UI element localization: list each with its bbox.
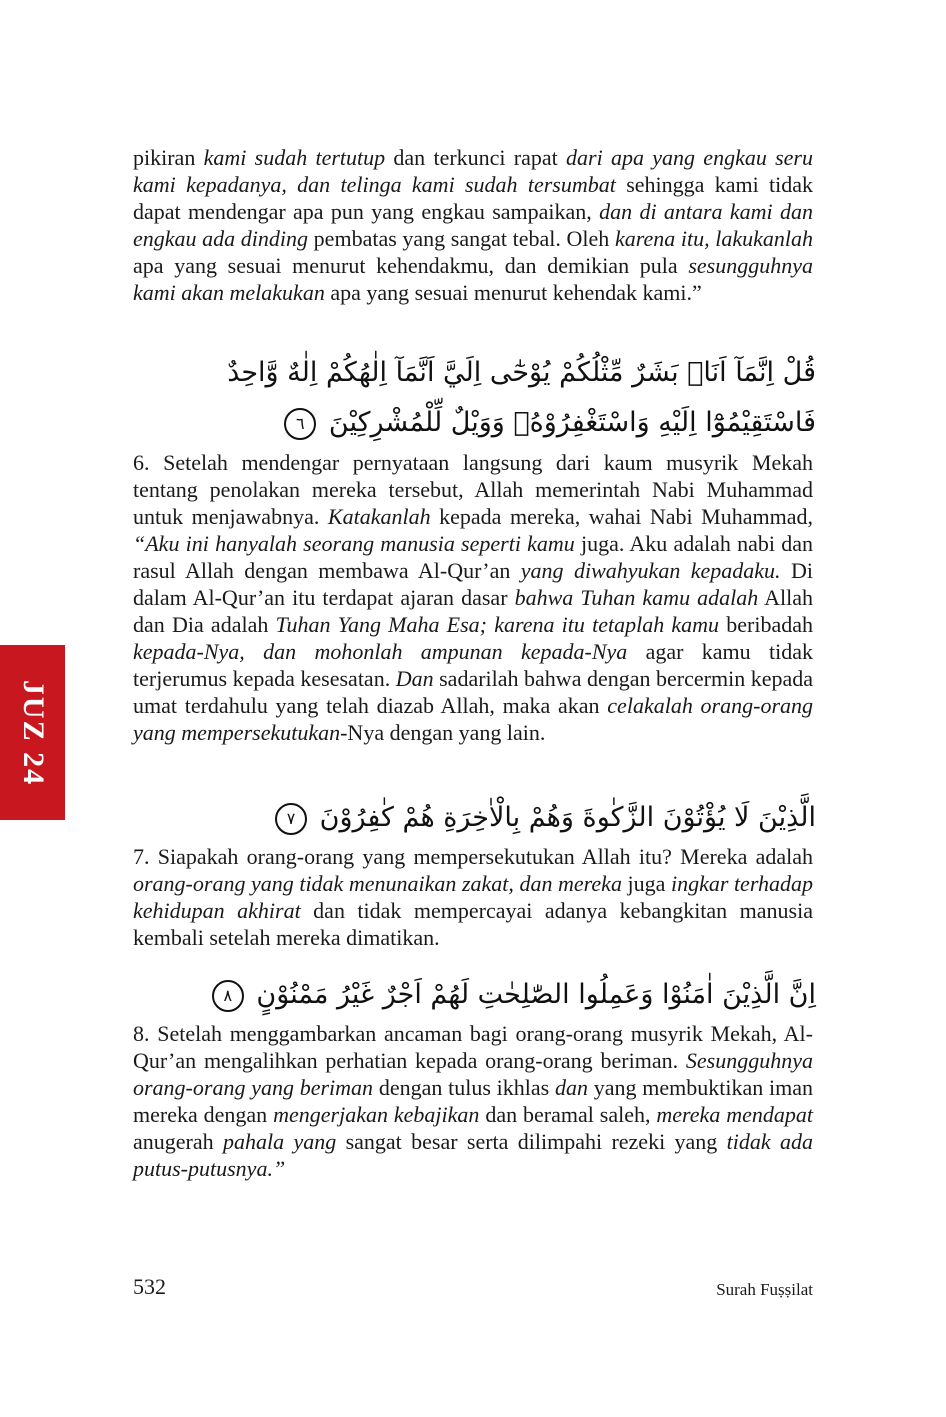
arabic-verse-6 bbox=[120, 348, 816, 448]
text-segment: Di dalam Al-Qur’an itu terdapat ajaran dasar bbox=[133, 558, 814, 610]
text-segment: anugerah bbox=[133, 1129, 223, 1154]
ayah-number-marker: ٦ bbox=[284, 408, 316, 440]
juz-label: JUZ 24 bbox=[16, 679, 50, 786]
text-segment: kepada-Nya, dan mohonlah ampunan kepada-Nya bbox=[133, 639, 628, 664]
text-segment: kepada mereka, wahai Nabi Muhammad, bbox=[430, 504, 813, 529]
arabic-verse-7-text: الَّذِيْنَ لَا يُؤْتُوْنَ الزَّكٰوةَ وَهُمْ بِالْاٰخِرَةِ هُمْ كٰفِرُوْنَ bbox=[319, 802, 816, 833]
text-segment: apa yang sesuai menurut kehendakmu, dan demikian pula bbox=[133, 253, 689, 278]
text-segment: pembatas yang sangat tebal. Oleh bbox=[308, 226, 615, 251]
text-segment: karena itu, lakukanlah bbox=[614, 226, 813, 251]
text-segment: “Aku ini hanyalah seorang manusia seperti kamu bbox=[133, 531, 575, 556]
text-segment: ingkar terhadap kehidupan akhirat bbox=[133, 871, 813, 923]
text-segment: mereka mendapat bbox=[656, 1102, 813, 1127]
text-segment: celakalah orang-orang yang mempersekutukan bbox=[133, 693, 814, 745]
arabic-verse-6-text: قُلْ اِنَّمَآ اَنَا۠ بَشَرٌ مِّثْلُكُمْ يُوْحٰٓى اِلَيَّ اَنَّمَآ اِلٰهُكُمْ اِلٰهٌ وَّاحِدٌ فَاسْتَقِيْمُوْٓا اِلَيْهِ وَاسْتَغْفِرُوْهُۗ وَوَيْلٌ لِّلْمُشْرِكِيْنَ bbox=[227, 357, 816, 438]
text-segment: tidak ada putus-putusnya.” bbox=[133, 1129, 813, 1181]
tafsir-paragraph-continuation bbox=[133, 144, 813, 306]
text-segment: 7. Siapakah orang-orang yang mempersekutukan Allah itu? Mereka adalah bbox=[133, 844, 813, 869]
text-segment: sesungguhnya kami akan melakukan bbox=[133, 253, 813, 305]
text-segment: orang-orang yang tidak menunaikan zakat, dan mereka bbox=[133, 871, 622, 896]
ayah-number-marker: ٨ bbox=[212, 980, 244, 1012]
text-segment: sehingga kami tidak dapat mendengar apa pun yang engkau sampaikan, bbox=[133, 172, 813, 224]
text-segment: 8. Setelah menggambarkan ancaman bagi orang-orang musyrik Mekah, Al-Qur’an mengalihkan perhatian kepada orang-orang beriman. bbox=[133, 1021, 813, 1073]
text-segment: sadarilah bahwa dengan bercermin kepada umat terdahulu yang telah diazab Allah, maka akan bbox=[133, 666, 813, 718]
text-segment: pahala yang bbox=[222, 1129, 337, 1154]
text-segment: Sesungguhnya orang-orang yang beriman bbox=[133, 1048, 813, 1100]
text-segment: dan tidak mempercayai adanya kebangkitan manusia kembali setelah mereka dimatikan. bbox=[133, 898, 813, 950]
text-segment: mengerjakan kebajikan bbox=[273, 1102, 480, 1127]
text-segment: beribadah bbox=[719, 612, 813, 637]
text-segment: dan beramal saleh, bbox=[479, 1102, 657, 1127]
text-segment: kami sudah tertutup bbox=[203, 145, 386, 170]
text-segment: apa yang sesuai menurut kehendak kami.” bbox=[324, 280, 702, 305]
text-segment: Dan bbox=[395, 666, 434, 691]
text-segment: 6. Setelah mendengar pernyataan langsung dari kaum musyrik Mekah tentang penolakan mereka tersebut, Allah memerintah Nabi Muhammad untuk menjawabnya. bbox=[133, 450, 813, 529]
text-segment: dan di antara kami dan engkau ada dinding bbox=[133, 199, 813, 251]
text-segment: agar kamu tidak terjerumus kepada kesesatan. bbox=[133, 639, 813, 691]
text-segment: juga bbox=[621, 871, 671, 896]
text-segment: -Nya dengan yang lain. bbox=[340, 720, 546, 745]
text-segment: bahwa Tuhan kamu adalah bbox=[514, 585, 759, 610]
text-segment: pikiran bbox=[133, 145, 204, 170]
surah-name: Surah Fuṣṣilat bbox=[716, 1280, 813, 1299]
text-segment: yang membuktikan iman mereka dengan bbox=[133, 1075, 813, 1127]
text-segment: Tuhan Yang Maha Esa; karena itu tetaplah kamu bbox=[275, 612, 720, 637]
text-segment: dan terkunci rapat bbox=[385, 145, 567, 170]
page-number: 532 bbox=[133, 1274, 166, 1299]
tafsir-paragraph-verse-8 bbox=[133, 1020, 813, 1182]
arabic-verse-7 bbox=[120, 793, 816, 843]
tafsir-paragraph-verse-6 bbox=[133, 449, 813, 746]
text-segment: sangat besar serta dilimpahi rezeki yang bbox=[336, 1129, 727, 1154]
arabic-verse-8 bbox=[120, 970, 816, 1020]
tafsir-paragraph-verse-7 bbox=[133, 843, 813, 951]
ayah-number-marker: ٧ bbox=[275, 803, 307, 835]
text-segment: Katakanlah bbox=[327, 504, 431, 529]
juz-tab bbox=[0, 645, 65, 820]
text-segment: Allah dan Dia adalah bbox=[133, 585, 813, 637]
text-segment: juga. Aku adalah nabi dan rasul Allah dengan membawa Al-Qur’an bbox=[133, 531, 813, 583]
text-segment: yang diwahyukan kepadaku. bbox=[520, 558, 781, 583]
text-segment: dengan tulus ikhlas bbox=[373, 1075, 555, 1100]
arabic-verse-8-text: اِنَّ الَّذِيْنَ اٰمَنُوْا وَعَمِلُوا الصّٰلِحٰتِ لَهُمْ اَجْرٌ غَيْرُ مَمْنُوْنٍ bbox=[256, 979, 816, 1010]
text-segment: dari apa yang engkau seru kami kepadanya, dan telinga kami sudah tersumbat bbox=[133, 145, 813, 197]
text-segment: dan bbox=[554, 1075, 588, 1100]
